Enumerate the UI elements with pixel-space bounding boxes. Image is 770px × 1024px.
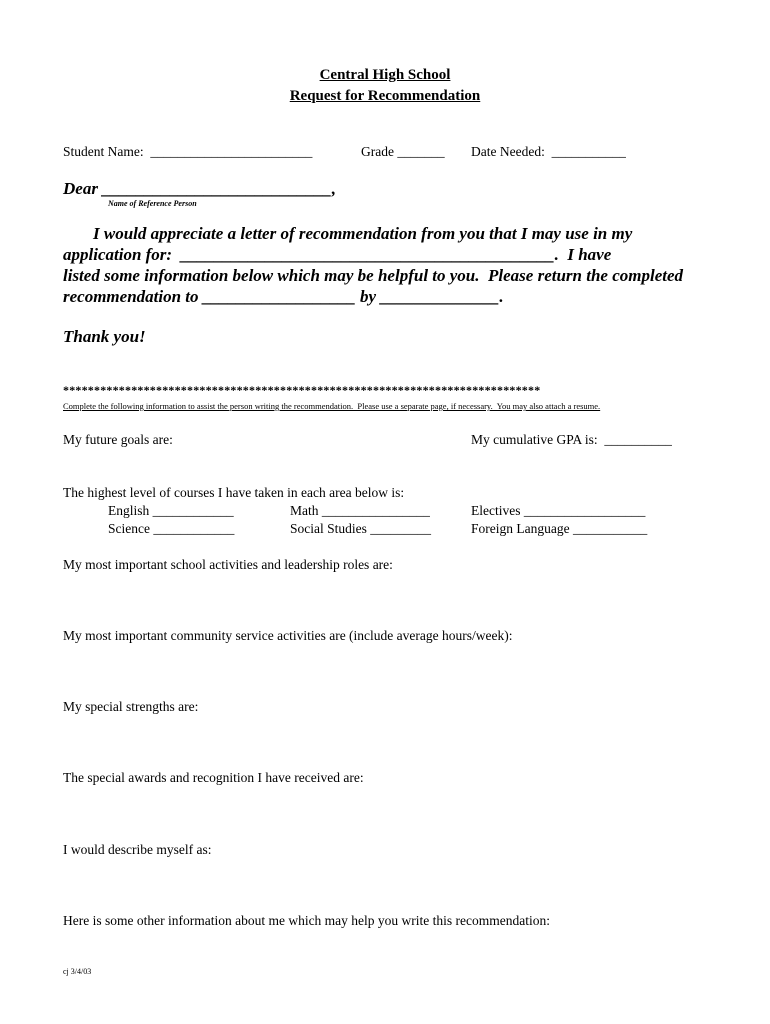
foreign-language-field[interactable]: Foreign Language ___________: [471, 521, 648, 536]
strengths-prompt: My special strengths are:: [63, 699, 199, 714]
science-field[interactable]: Science ____________: [108, 521, 235, 536]
activities-prompt: My most important school activities and leadership roles are:: [63, 557, 393, 572]
request-line-1: I would appreciate a letter of recommendation from you that I may use in my: [93, 224, 633, 243]
community-prompt: My most important community service activities are (include average hours/week):: [63, 628, 513, 643]
electives-field[interactable]: Electives __________________: [471, 503, 646, 518]
school-name: Central High School: [319, 67, 451, 83]
form-title: Request for Recommendation: [289, 88, 481, 104]
date-needed-field[interactable]: Date Needed: ___________: [471, 144, 626, 159]
social-studies-field[interactable]: Social Studies _________: [290, 521, 431, 536]
describe-prompt: I would describe myself as:: [63, 842, 212, 857]
math-field[interactable]: Math ________________: [290, 503, 430, 518]
awards-prompt: The special awards and recognition I have received are:: [63, 770, 364, 785]
other-info-prompt: Here is some other information about me which may help you write this recommendation:: [63, 913, 551, 928]
request-line-4: recommendation to __________________ by ______________.: [63, 287, 504, 306]
request-line-3: listed some information below which may be helpful to you. Please return the completed: [63, 266, 684, 285]
thank-you: Thank you!: [63, 327, 146, 346]
request-line-2: application for: ____________________________________________. I have: [63, 245, 612, 264]
future-goals-prompt: My future goals are:: [63, 432, 173, 447]
instructions: Complete the following information to assist the person writing the recommendation. Please use a separate page, if necessary. You may also attach a resume.: [63, 401, 601, 411]
gpa-field[interactable]: My cumulative GPA is: __________: [471, 432, 672, 447]
student-name-field[interactable]: Student Name: ________________________: [63, 144, 313, 159]
star-divider: *****************************************************************************: [63, 383, 541, 397]
courses-intro: The highest level of courses I have taken in each area below is:: [63, 485, 405, 500]
reference-caption: Name of Reference Person: [108, 199, 197, 208]
footer-date: cj 3/4/03: [63, 967, 92, 976]
dear-line[interactable]: Dear ___________________________,: [63, 179, 336, 198]
english-field[interactable]: English ____________: [108, 503, 234, 518]
grade-field[interactable]: Grade _______: [361, 144, 445, 159]
